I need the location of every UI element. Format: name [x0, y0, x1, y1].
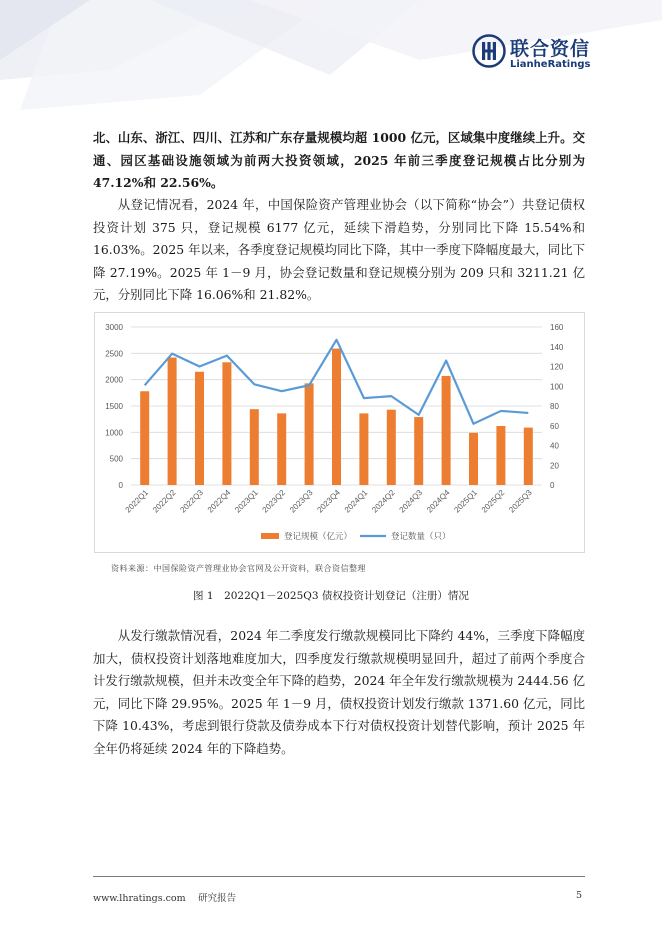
- paragraph-1: 北、山东、浙江、四川、江苏和广东存量规模均超 1000 亿元，区域集中度继续上升。交通、园区基础设施领域为前两大投资领域，2025 年前三季度登记规模占比分别为 47.12%和 22.56%。: [93, 130, 585, 190]
- bar: [469, 433, 478, 485]
- y-right-tick-label: 140: [550, 342, 564, 352]
- x-tick-label: 2022Q1: [123, 488, 151, 515]
- bar: [387, 410, 396, 485]
- x-tick-label: 2025Q1: [452, 488, 479, 515]
- x-tick-label: 2023Q2: [260, 488, 288, 515]
- footer-site: www.lhratings.com 研究报告: [93, 893, 237, 904]
- legend-bar-label: 登记规模（亿元）: [284, 531, 353, 541]
- bar: [250, 409, 259, 485]
- footer-divider: [93, 876, 585, 877]
- x-tick-label: 2022Q4: [205, 488, 233, 515]
- y-left-tick-label: 3000: [105, 323, 123, 332]
- x-tick-label: 2023Q4: [315, 488, 342, 515]
- chart-source: 资料来源：中国保险资产管理业协会官网及公开资料，联合资信整理: [111, 564, 366, 573]
- bar: [277, 413, 286, 485]
- y-left-tick-label: 0: [118, 481, 123, 490]
- chart-frame: [94, 312, 585, 553]
- lianhe-logo-icon: [472, 34, 506, 68]
- y-right-tick-label: 40: [550, 441, 559, 451]
- figure-caption: 图 1 2022Q1－2025Q3 债权投资计划登记（注册）情况: [193, 590, 469, 602]
- lianhe-logo: [472, 32, 642, 74]
- bar: [222, 362, 231, 485]
- y-right-tick-label: 0: [550, 481, 555, 490]
- x-tick-label: 2024Q1: [342, 488, 370, 515]
- page-number: 5: [576, 890, 583, 901]
- y-right-tick-label: 20: [550, 461, 559, 471]
- y-left-tick-label: 1500: [105, 402, 123, 411]
- x-tick-label: 2024Q3: [397, 488, 425, 515]
- x-tick-label: 2025Q3: [507, 488, 534, 515]
- paragraph-3: 从发行缴款情况看，2024 年二季度发行缴款规模同比下降约 44%，三季度下降幅度加大，债权投资计划落地难度加大，四季度发行缴款规模明显回升，超过了前两个季度合计发行缴款规模，但并未改变全年下降的趋势，2024 年全年发行缴款规模为 2444.56 亿元，同比下降 29.95%。2025 年 1－9 月，债权投资计划发行缴款 1371.60 亿元，同比下降 10.43%，考虑到银行贷款及债券成本下行对债权投资计划替代影响，预计 2025 年全年仍将延续 2024 年的下降趋势。: [93, 628, 585, 756]
- x-tick-label: 2023Q3: [288, 488, 315, 515]
- bar: [442, 376, 451, 485]
- bar: [524, 428, 533, 485]
- y-right-tick-label: 60: [550, 421, 559, 431]
- y-left-tick-label: 2500: [105, 349, 123, 359]
- bar: [414, 417, 423, 485]
- x-tick-label: 2022Q3: [178, 488, 205, 515]
- x-tick-label: 2023Q1: [233, 488, 260, 515]
- bar: [305, 383, 314, 485]
- paragraph-2: 从登记情况看，2024 年，中国保险资产管理业协会（以下简称“协会”）共登记债权投资计划 375 只，登记规模 6177 亿元，延续下滑趋势，分别同比下降 15.54%和 16.03%。2025 年以来，各季度登记规模均同比下降，其中一季度下降幅度最大，同比下降 27.19%。2025 年 1－9 月，协会登记数量和登记规模分别为 209 只和 3211.21 亿元，分别同比下降 16.06%和 21.82%。: [93, 197, 585, 302]
- logo-text-cn: 联合资信: [510, 38, 591, 60]
- x-tick-label: 2022Q2: [151, 488, 178, 515]
- logo-text-en: LianheRatings: [510, 59, 591, 70]
- legend-line-label: 登记数量（只）: [391, 531, 451, 541]
- y-right-tick-label: 100: [550, 382, 564, 392]
- y-left-tick-label: 1000: [105, 428, 123, 438]
- bar: [359, 413, 368, 485]
- bar: [332, 349, 341, 485]
- y-right-tick-label: 80: [550, 402, 559, 411]
- x-tick-label: 2024Q2: [370, 488, 397, 515]
- bar: [496, 426, 505, 485]
- y-left-tick-label: 500: [109, 454, 123, 464]
- registration-chart: [95, 313, 584, 552]
- x-tick-label: 2025Q2: [479, 488, 507, 515]
- bar: [168, 358, 177, 485]
- y-left-tick-label: 2000: [105, 375, 123, 385]
- y-right-tick-label: 120: [550, 362, 564, 372]
- x-tick-label: 2024Q4: [425, 488, 452, 515]
- legend-bar-swatch: [261, 533, 279, 539]
- y-right-tick-label: 160: [550, 323, 564, 332]
- bar: [195, 372, 204, 485]
- bar: [140, 391, 149, 485]
